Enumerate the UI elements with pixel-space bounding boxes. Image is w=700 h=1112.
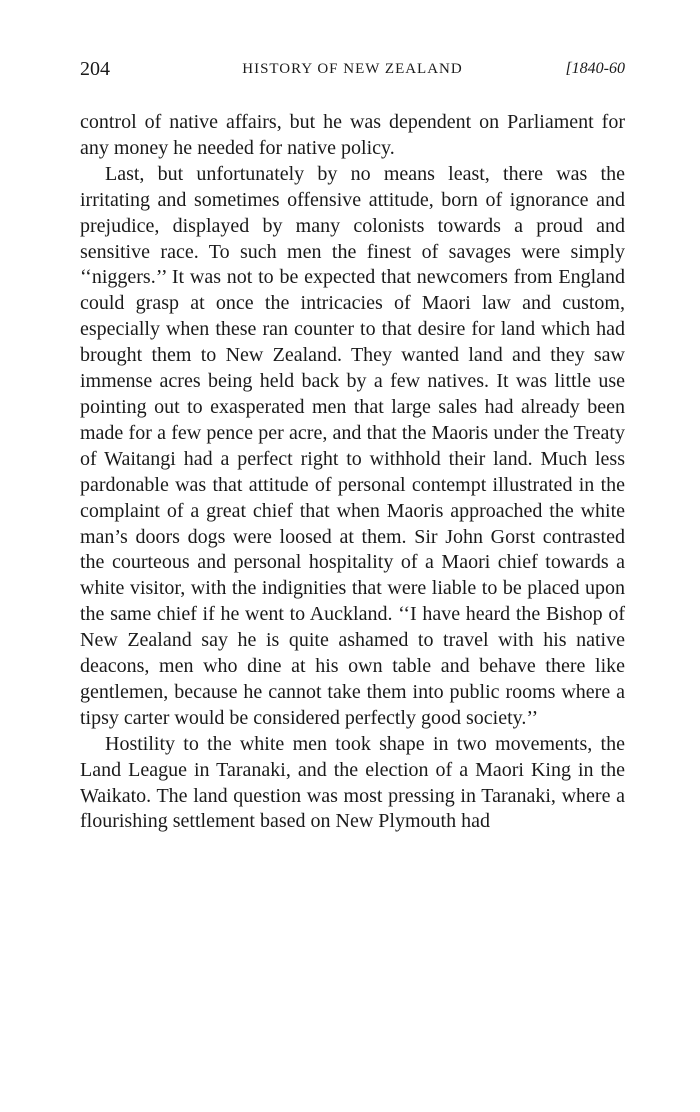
page-number: 204 [80,58,110,80]
running-date-range: [1840-60 [565,60,625,77]
paragraph-continuation: control of native affairs, but he was dependent on Parliament for any money he needed for native policy. [80,111,625,159]
body-text [80,110,625,835]
running-head [80,58,625,92]
book-page [80,58,625,835]
paragraph-colonist-attitude: Last, but unfortunately by no means least, there was the irritating and sometimes offensive attitude, born of ignorance and prejudice, displayed by many colonists towards a proud and sensitive race. To such men the finest of savages were simply ‘‘niggers.’’ It was not to be expected that newcomers from England could grasp at once the intricacies of Maori law and custom, especially when these ran counter to that desire for land which had brought them to New Zealand. They wanted land and they saw immense acres being held back by a few natives. It was little use pointing out to exasperated men that large sales had already been made for a few pence per acre, and that the Maoris under the Treaty of Waitangi had a perfect right to withhold their land. Much less pardonable was that attitude of personal contempt illustrated in the complaint of a great chief that when Maoris approached the white man’s doors dogs were loosed at them. Sir John Gorst contrasted the courteous and personal hospitality of a Maori chief towards a white visitor, with the indignities that were liable to be placed upon the same chief if he went to Auckland. ‘‘I have heard the Bishop of New Zealand say he is quite ashamed to travel with his native deacons, men who dine at his own table and behave there like gentlemen, because he cannot take them into public rooms where a tipsy carter would be considered perfectly good society.’’ [80,162,625,729]
paragraph-hostility: Hostility to the white men took shape in two movements, the Land League in Taranaki, and the election of a Maori King in the Waikato. The land question was most pressing in Taranaki, where a flourishing settlement based on New Plymouth had [80,732,625,833]
running-title: HISTORY OF NEW ZEALAND [242,61,463,77]
